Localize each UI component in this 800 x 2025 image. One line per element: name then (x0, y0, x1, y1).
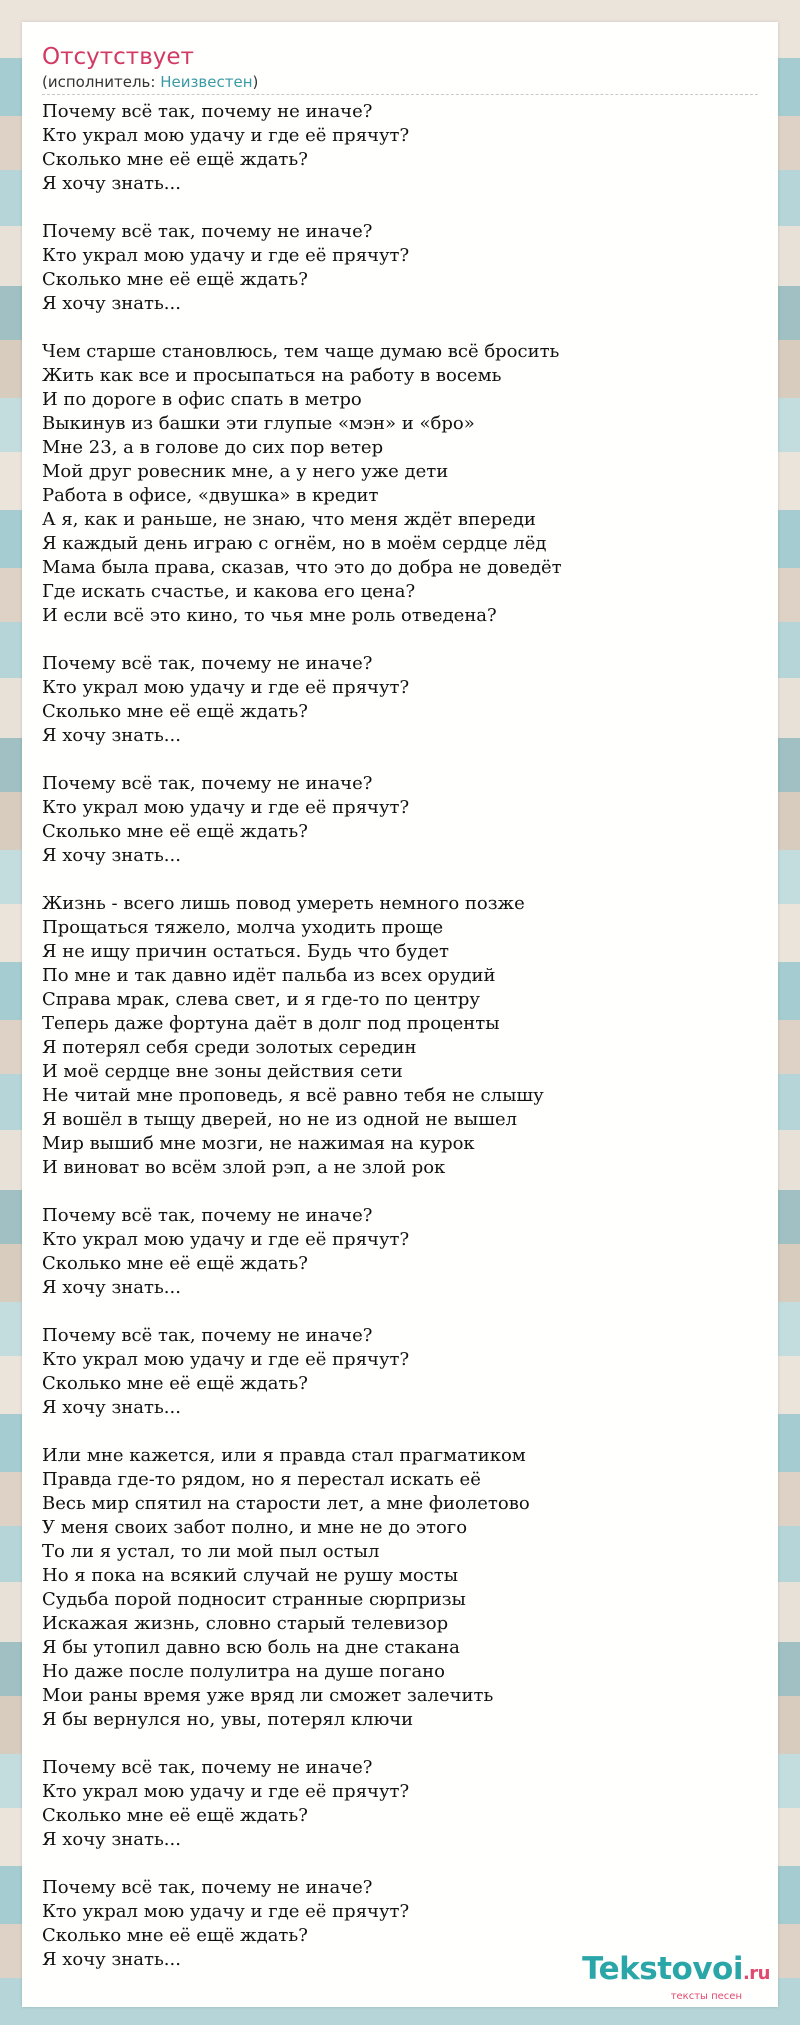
lyrics-line: Но я пока на всякий случай не рушу мосты (42, 1565, 459, 1586)
artist-line (42, 72, 758, 95)
lyrics-line: Жизнь - всего лишь повод умереть немного позже (42, 893, 525, 914)
lyrics-line: Чем старше становлюсь, тем чаще думаю всё бросить (42, 341, 560, 362)
lyrics-line: То ли я устал, то ли мой пыл остыл (42, 1541, 380, 1562)
lyrics-line: Кто украл мою удачу и где её прячут? (42, 125, 410, 146)
lyrics-line: Мои раны время уже вряд ли сможет залечить (42, 1685, 494, 1706)
logo-tagline: тексты песен (670, 1991, 742, 2002)
lyrics-line: Кто украл мою удачу и где её прячут? (42, 1781, 410, 1802)
lyrics-line: Почему всё так, почему не иначе? (42, 101, 373, 122)
lyrics-line: По мне и так давно идёт пальба из всех орудий (42, 965, 496, 986)
lyrics-stanza (42, 772, 758, 868)
lyrics-line: Теперь даже фортуна даёт в долг под проценты (42, 1013, 500, 1034)
logo-name: Tekstovoi (582, 1951, 743, 1987)
lyrics-stanza (42, 100, 758, 196)
lyrics-line: Я хочу знать... (42, 845, 181, 866)
lyrics-line: Или мне кажется, или я правда стал прагматиком (42, 1445, 526, 1466)
site-logo[interactable] (582, 1952, 770, 2003)
lyrics-stanza (42, 892, 758, 1180)
lyrics-line: Мир вышиб мне мозги, не нажимая на курок (42, 1133, 475, 1154)
lyrics-line: И моё сердце вне зоны действия сети (42, 1061, 403, 1082)
lyrics-stanza (42, 1444, 758, 1732)
lyrics-line: Почему всё так, почему не иначе? (42, 1757, 373, 1778)
lyrics-line: Кто украл мою удачу и где её прячут? (42, 797, 410, 818)
lyrics-line: Почему всё так, почему не иначе? (42, 1205, 373, 1226)
artist-link[interactable]: Неизвестен (160, 73, 253, 91)
lyrics-line: Я не ищу причин остаться. Будь что будет (42, 941, 450, 962)
lyrics-line: Кто украл мою удачу и где её прячут? (42, 1901, 410, 1922)
lyrics-stanza (42, 340, 758, 628)
song-header (42, 42, 758, 95)
song-title: Отсутствует (42, 44, 194, 70)
lyrics-line: Я хочу знать... (42, 293, 181, 314)
lyrics-stanza (42, 652, 758, 748)
lyrics-text (42, 100, 758, 1996)
lyrics-line: И если всё это кино, то чья мне роль отведена? (42, 605, 497, 626)
lyrics-line: Я хочу знать... (42, 725, 181, 746)
lyrics-line: Кто украл мою удачу и где её прячут? (42, 1229, 410, 1250)
lyrics-line: Почему всё так, почему не иначе? (42, 221, 373, 242)
lyrics-line: Почему всё так, почему не иначе? (42, 1325, 373, 1346)
lyrics-line: Сколько мне её ещё ждать? (42, 1253, 308, 1274)
lyrics-line: Сколько мне её ещё ждать? (42, 1925, 308, 1946)
lyrics-line: Я хочу знать... (42, 1829, 181, 1850)
logo-tld: .ru (742, 1963, 770, 1984)
lyrics-line: Сколько мне её ещё ждать? (42, 1805, 308, 1826)
lyrics-line: Кто украл мою удачу и где её прячут? (42, 245, 410, 266)
lyrics-line: Не читай мне проповедь, я всё равно тебя не слышу (42, 1085, 544, 1106)
lyrics-line: У меня своих забот полно, и мне не до этого (42, 1517, 468, 1538)
lyrics-line: Мне 23, а в голове до сих пор ветер (42, 437, 384, 458)
lyrics-line: Но даже после полулитра на душе погано (42, 1661, 446, 1682)
lyrics-line: Я каждый день играю с огнём, но в моём сердце лёд (42, 533, 547, 554)
lyrics-line: Я вошёл в тыщу дверей, но не из одной не вышел (42, 1109, 518, 1130)
lyrics-line: Правда где-то рядом, но я перестал искать её (42, 1469, 481, 1490)
lyrics-line: Кто украл мою удачу и где её прячут? (42, 1349, 410, 1370)
lyrics-line: И виноват во всём злой рэп, а не злой рок (42, 1157, 446, 1178)
lyrics-card (22, 22, 778, 2007)
lyrics-stanza (42, 220, 758, 316)
lyrics-stanza (42, 1204, 758, 1300)
lyrics-line: Почему всё так, почему не иначе? (42, 1877, 373, 1898)
lyrics-line: Я хочу знать... (42, 1397, 181, 1418)
lyrics-stanza (42, 1324, 758, 1420)
lyrics-line: Я хочу знать... (42, 1277, 181, 1298)
lyrics-line: Искажая жизнь, словно старый телевизор (42, 1613, 449, 1634)
lyrics-line: Работа в офисе, «двушка» в кредит (42, 485, 379, 506)
lyrics-line: Судьба порой подносит странные сюрпризы (42, 1589, 466, 1610)
lyrics-line: Сколько мне её ещё ждать? (42, 701, 308, 722)
lyrics-line: Где искать счастье, и какова его цена? (42, 581, 416, 602)
lyrics-line: Сколько мне её ещё ждать? (42, 149, 308, 170)
lyrics-line: Я бы вернулся но, увы, потерял ключи (42, 1709, 414, 1730)
logo-wordmark (582, 1952, 770, 1991)
lyrics-line: Я хочу знать... (42, 173, 181, 194)
lyrics-line: Сколько мне её ещё ждать? (42, 269, 308, 290)
lyrics-line: Мама была права, сказав, что это до добра не доведёт (42, 557, 562, 578)
lyrics-stanza (42, 1756, 758, 1852)
lyrics-line: Жить как все и просыпаться на работу в восемь (42, 365, 502, 386)
lyrics-line: Почему всё так, почему не иначе? (42, 653, 373, 674)
lyrics-line: Я потерял себя среди золотых середин (42, 1037, 417, 1058)
lyrics-line: Я бы утопил давно всю боль на дне стакана (42, 1637, 460, 1658)
lyrics-line: Мой друг ровесник мне, а у него уже дети (42, 461, 449, 482)
lyrics-line: Сколько мне её ещё ждать? (42, 1373, 308, 1394)
artist-suffix: ) (252, 73, 259, 91)
lyrics-line: Выкинув из башки эти глупые «мэн» и «бро» (42, 413, 475, 434)
lyrics-line: Справа мрак, слева свет, и я где-то по центру (42, 989, 480, 1010)
lyrics-line: Я хочу знать... (42, 1949, 181, 1970)
artist-prefix: (исполнитель: (42, 73, 161, 91)
lyrics-line: Сколько мне её ещё ждать? (42, 821, 308, 842)
lyrics-line: Прощаться тяжело, молча уходить проще (42, 917, 444, 938)
lyrics-line: Кто украл мою удачу и где её прячут? (42, 677, 410, 698)
lyrics-line: И по дороге в офис спать в метро (42, 389, 362, 410)
lyrics-line: Весь мир спятил на старости лет, а мне фиолетово (42, 1493, 530, 1514)
lyrics-line: А я, как и раньше, не знаю, что меня ждёт впереди (42, 509, 536, 530)
lyrics-line: Почему всё так, почему не иначе? (42, 773, 373, 794)
